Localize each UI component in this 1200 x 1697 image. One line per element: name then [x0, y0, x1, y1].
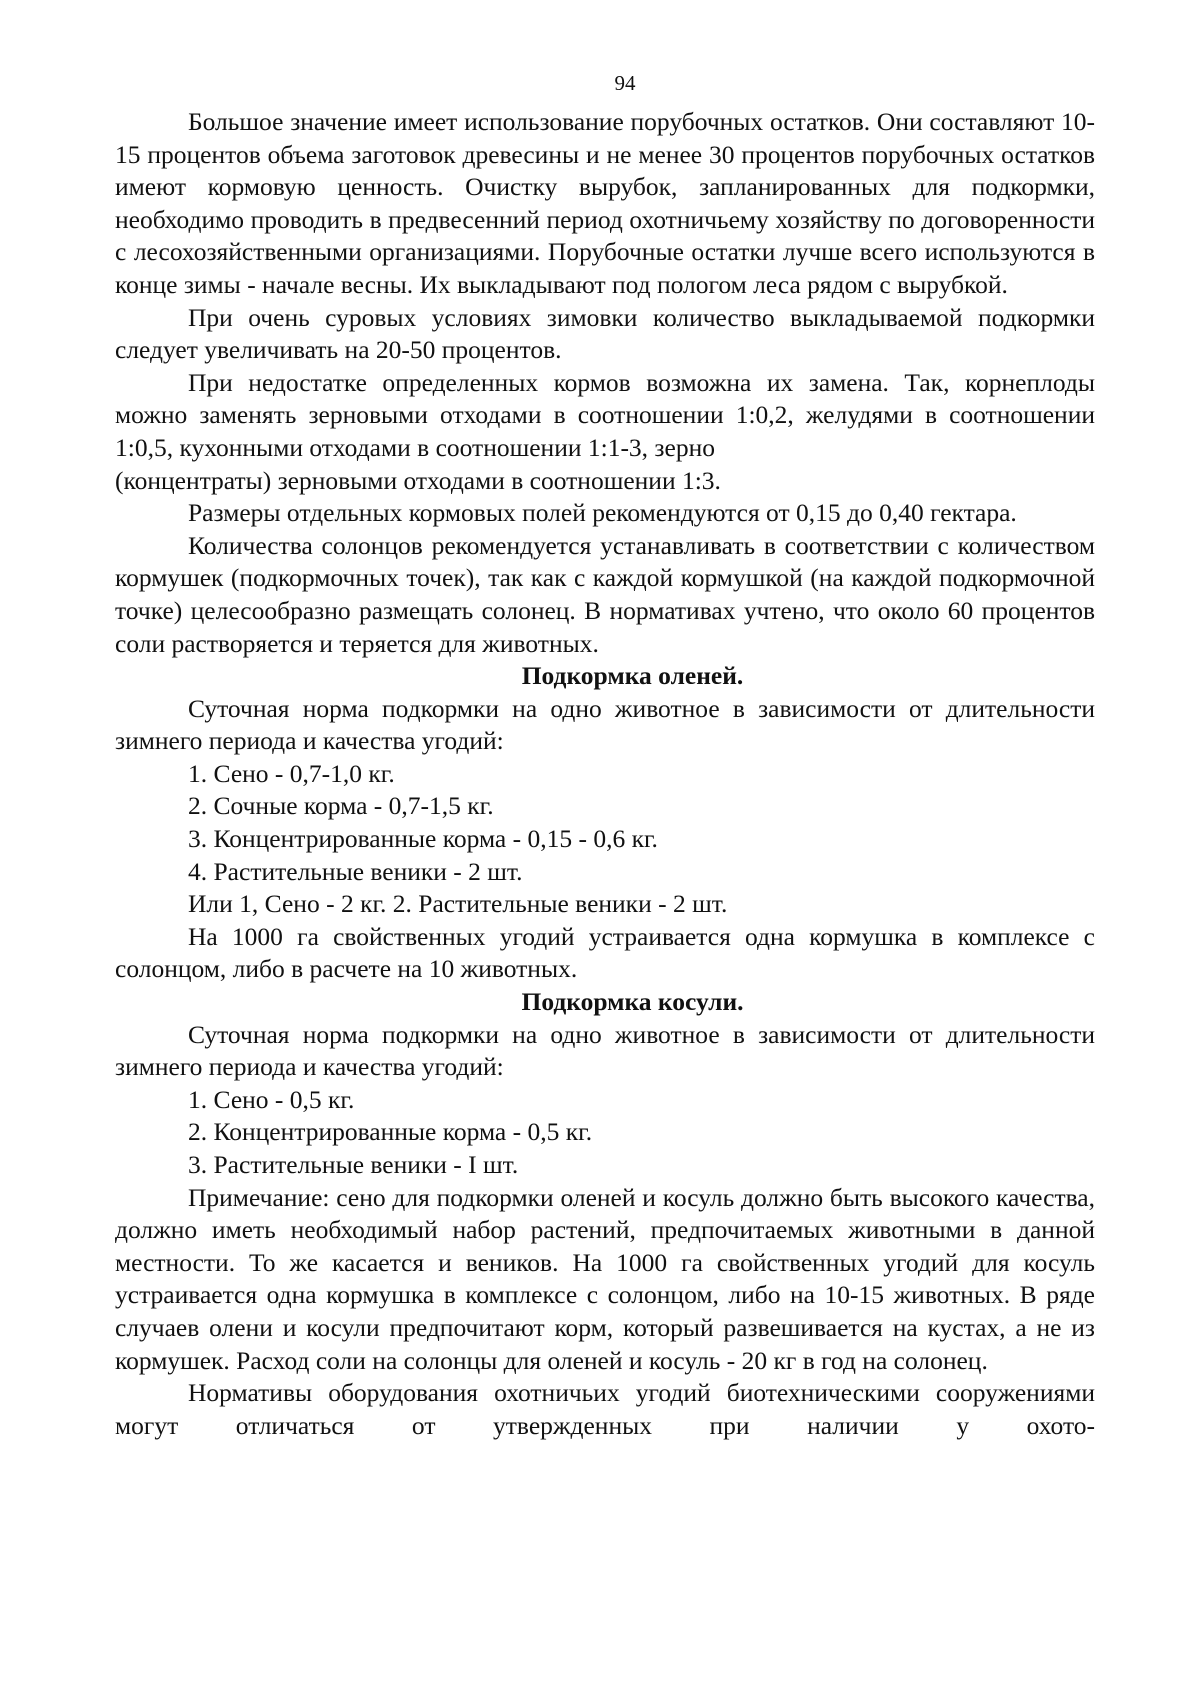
document-page — [115, 68, 1095, 1442]
page-number: 94 — [614, 71, 636, 95]
heading-roe-feeding: Подкормка косули. — [521, 987, 744, 1017]
roe-intro: Суточная норма подкормки на одно животное в зависимости от длительности зимнего периода и качества угодий: — [115, 1019, 1095, 1082]
paragraph-feed-fields: Размеры отдельных кормовых полей рекомендуются от 0,15 до 0,40 гектара. — [188, 498, 1017, 528]
deer-closing: На 1000 га свойственных угодий устраивается одна кормушка в комплексе с солонцом, либо в расчете на 10 животных. — [115, 921, 1095, 984]
deer-intro: Суточная норма подкормки на одно животное в зависимости от длительности зимнего периода и качества угодий: — [115, 693, 1095, 756]
paragraph-harsh-winter: При очень суровых условиях зимовки количество выкладываемой подкормки следует увеличивать на 20-50 процентов. — [115, 302, 1095, 365]
deer-list-item-alternative: Или 1, Сено - 2 кг. 2. Растительные веники - 2 шт. — [188, 889, 728, 919]
roe-note: Примечание: сено для подкормки оленей и косуль должно быть высокого качества, должно иметь необходимый набор растений, предпочитаемых животными в данной местности. То же касается и веников. На 1000 га свойственных угодий для косуль устраивается одна кормушка в комплексе с солонцом, либо на 10-15 животных. В ряде случаев олени и косули предпочитают корм, который развешивается на кустах, а не из кормушек. Расход соли на солонцы для оленей и косуль - 20 кг в год на солонец. — [115, 1182, 1095, 1375]
roe-list-item: 2. Концентрированные корма - 0,5 кг. — [188, 1117, 593, 1147]
deer-list-item: 3. Концентрированные корма - 0,15 - 0,6 кг. — [188, 824, 658, 854]
deer-list-item: 4. Растительные веники - 2 шт. — [188, 856, 523, 886]
roe-list-item: 3. Растительные веники - I шт. — [188, 1150, 519, 1179]
deer-list-item: 1. Сено - 0,7-1,0 кг. — [188, 758, 395, 788]
roe-list-item: 1. Сено - 0,5 кг. — [188, 1084, 355, 1114]
paragraph-salt-licks: Количества солонцов рекомендуется устанавливать в соответствии с количеством кормушек (подкормочных точек), так как с каждой кормушкой (на каждой подкормочной точке) целесообразно размещать солонец. В нормативах учтено, что около 60 процентов соли растворяется и теряется для животных. — [115, 530, 1095, 658]
document-body — [115, 106, 1095, 1442]
heading-deer-feeding: Подкормка оленей. — [521, 661, 744, 691]
final-paragraph: Нормативы оборудования охотничьих угодий биотехническими сооружениями могут отличаться от утвержденных при наличии у охото- — [115, 1378, 1095, 1440]
deer-list-item: 2. Сочные корма - 0,7-1,5 кг. — [188, 791, 494, 821]
paragraph-logging-residues: Большое значение имеет использование порубочных остатков. Они составляют 10-15 процентов объема заготовок древесины и не менее 30 процентов порубочных остатков имеют кормовую ценность. Очистку вырубок, запланированных для подкормки, необходимо проводить в предвесенний период охотничьему хозяйству по договоренности с лесохозяйственными организациями. Порубочные остатки лучше всего используются в конце зимы - начале весны. Их выкладывают под пологом леса рядом с вырубкой. — [115, 107, 1095, 299]
paragraph-feed-substitution-cont: (концентраты) зерновыми отходами в соотношении 1:3. — [115, 465, 721, 495]
paragraph-feed-substitution: При недостатке определенных кормов возможна их замена. Так, корнеплоды можно заменять зерновыми отходами в соотношении 1:0,2, желудями в соотношении 1:0,5, кухонными отходами в соотношении 1:1-3, зерно — [115, 367, 1095, 462]
